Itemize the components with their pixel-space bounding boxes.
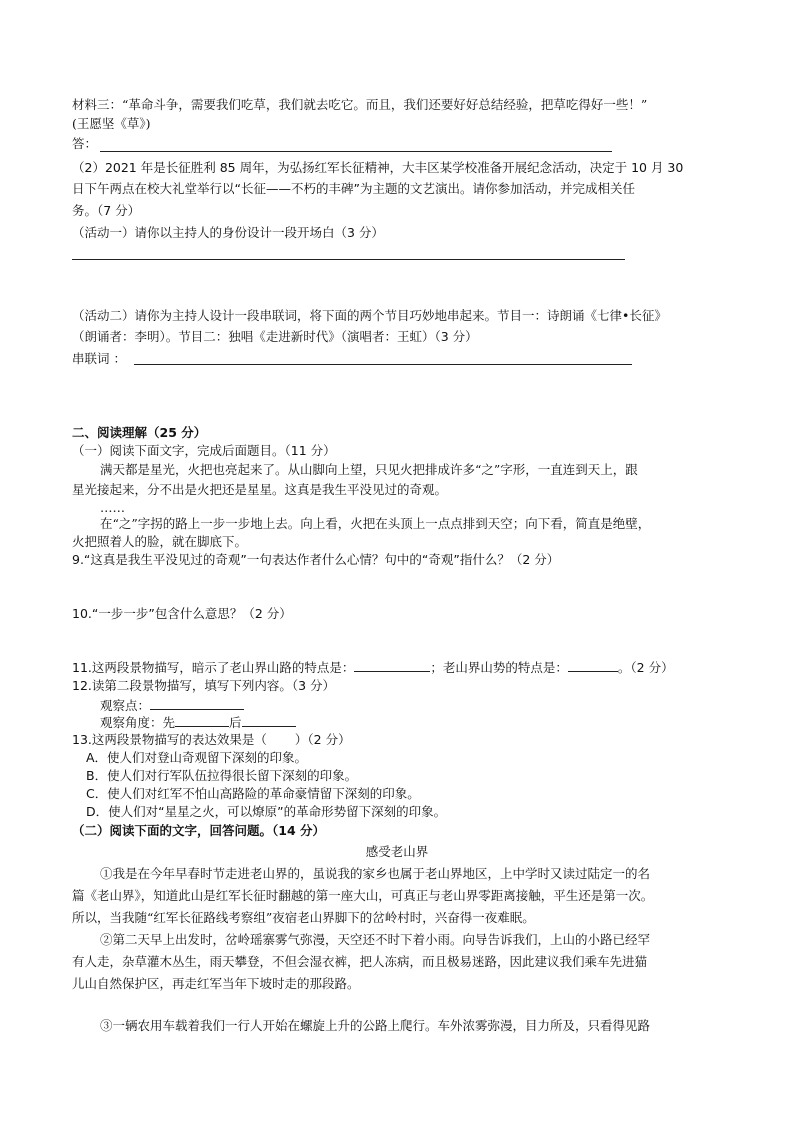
q12-angle	[100, 714, 296, 731]
connector-label: 串联词 ：	[72, 351, 126, 366]
q13-text-b: ）（2 分）	[294, 732, 351, 747]
q11-text-c: 。（2 分）	[617, 660, 674, 675]
q12-observation-blank[interactable]	[150, 697, 244, 710]
material3-line1: 材料三：“革命斗争，需要我们吃草，我们就去吃它。而且，我们还要好好总结经验，把草吃得好一些！”	[72, 97, 648, 112]
material3-source: (王愿坚《草》)	[72, 116, 151, 131]
question11	[72, 659, 674, 676]
activity1: （活动一）请你以主持人的身份设计一段开场白（3 分）	[72, 225, 384, 240]
option-c: C．使人们对红军不怕山高路险的革命豪情留下深刻的印象。	[86, 786, 420, 801]
option-a: A．使人们对登山奇观留下深刻的印象。	[86, 750, 308, 765]
option-b: B．使人们对行军队伍拉得很长留下深刻的印象。	[86, 768, 358, 783]
question12: 12.读第二段景物描写，填写下列内容。（3 分）	[72, 678, 336, 693]
q12-angle-label: 观察角度：先	[100, 715, 176, 730]
subsection1-title: （一）阅读下面文字，完成后面题目。（11 分）	[72, 443, 336, 458]
connector-answer-line[interactable]	[134, 364, 632, 365]
q2-line1: （2）2021 年是长征胜利 85 周年，为弘扬红军长征精神，大丰区某学校准备开展纪念活动，决定于 10 月 30	[72, 160, 684, 175]
q11-blank1[interactable]	[354, 659, 430, 672]
q12-observation-label: 观察点：	[100, 698, 151, 713]
q12-angle-blank1[interactable]	[175, 714, 229, 727]
answer-label: 答：	[72, 136, 98, 151]
q2-line3: 务。（7 分）	[72, 203, 141, 218]
essay-p1-line1: ①我是在今年早春时节走进老山界的，虽说我的家乡也属于老山界地区，上中学时又读过陆定一的名	[100, 866, 651, 881]
option-d: D．使人们对“星星之火，可以燎原”的革命形势留下深刻的印象。	[86, 804, 447, 819]
section2-title: 二、阅读理解（25 分）	[72, 425, 207, 440]
essay-p1-line3: 所以，当我随“红军长征路线考察组”夜宿老山界脚下的岔岭村时，兴奋得一夜难眠。	[72, 910, 535, 925]
question10: 10.“一步一步”包含什么意思？（2 分）	[72, 606, 292, 621]
q11-blank2[interactable]	[568, 659, 618, 672]
passage1-line1: 满天都是星光，火把也亮起来了。从山脚向上望，只见火把排成许多“之”字形，一直连到天上，跟	[100, 462, 638, 477]
activity2-line1: （活动二）请你为主持人设计一段串联词，将下面的两个节目巧妙地串起来。节目一：诗朗诵《七律•长征》	[72, 308, 667, 323]
answer-line[interactable]	[100, 151, 612, 152]
q12-observation	[100, 697, 244, 714]
q12-angle-blank2[interactable]	[242, 714, 296, 727]
essay-p1-line2: 篇《老山界》，知道此山是红军长征时翻越的第一座大山，可真正与老山界零距离接触，平生还是第一次。	[72, 888, 654, 903]
essay-p2-line1: ②第二天早上出发时，岔岭瑶寨雾气弥漫，天空还不时下着小雨。向导告诉我们，上山的小路已经罕	[100, 932, 651, 947]
q12-after-label: 后	[229, 715, 242, 730]
essay-p2-line2: 有人走，杂草灌木丛生，雨天攀登，不但会湿衣裤，把人冻病，而且极易迷路，因此建议我们乘车先进猫	[72, 954, 648, 969]
passage-ellipsis: ……	[100, 500, 125, 515]
subsection2-title: （二）阅读下面的文字，回答问题。（14 分）	[72, 823, 325, 838]
essay-p2-line3: 儿山自然保护区，再走红军当年下坡时走的那段路。	[72, 976, 360, 991]
passage2-line2: 火把照着人的脸，就在脚底下。	[72, 534, 248, 549]
q11-text-a: 11.这两段景物描写，暗示了老山界山路的特点是：	[72, 660, 355, 675]
passage1-line2: 星光接起来，分不出是火把还是星星。这真是我生平没见过的奇观。	[72, 482, 448, 497]
essay-p3-line1: ③一辆农用车载着我们一行人开始在螺旋上升的公路上爬行。车外浓雾弥漫，目力所及，只看得见路	[100, 1018, 651, 1033]
q13-text-a: 13.这两段景物描写的表达效果是（	[72, 732, 267, 747]
q11-text-b: ；老山界山势的特点是：	[430, 660, 568, 675]
q2-line2: 日下午两点在校大礼堂举行以“长征——不朽的丰碑”为主题的文艺演出。请你参加活动，并完成相关任	[72, 181, 635, 196]
activity2-line2: （朗诵者：李明）。节目二：独唱《走进新时代》（演唱者：王虹）（3 分）	[72, 329, 478, 344]
question9: 9.“这真是我生平没见过的奇观”一句表达作者什么心情？句中的“奇观”指什么？（2 分）	[72, 552, 560, 567]
essay-title: 感受老山界	[365, 844, 429, 859]
passage2-line1: 在“之”字拐的路上一步一步地上去。向上看，火把在头顶上一点点排到天空；向下看，简直是绝壁，	[100, 516, 651, 531]
opening-answer-line[interactable]	[72, 259, 625, 260]
question13	[72, 731, 351, 748]
